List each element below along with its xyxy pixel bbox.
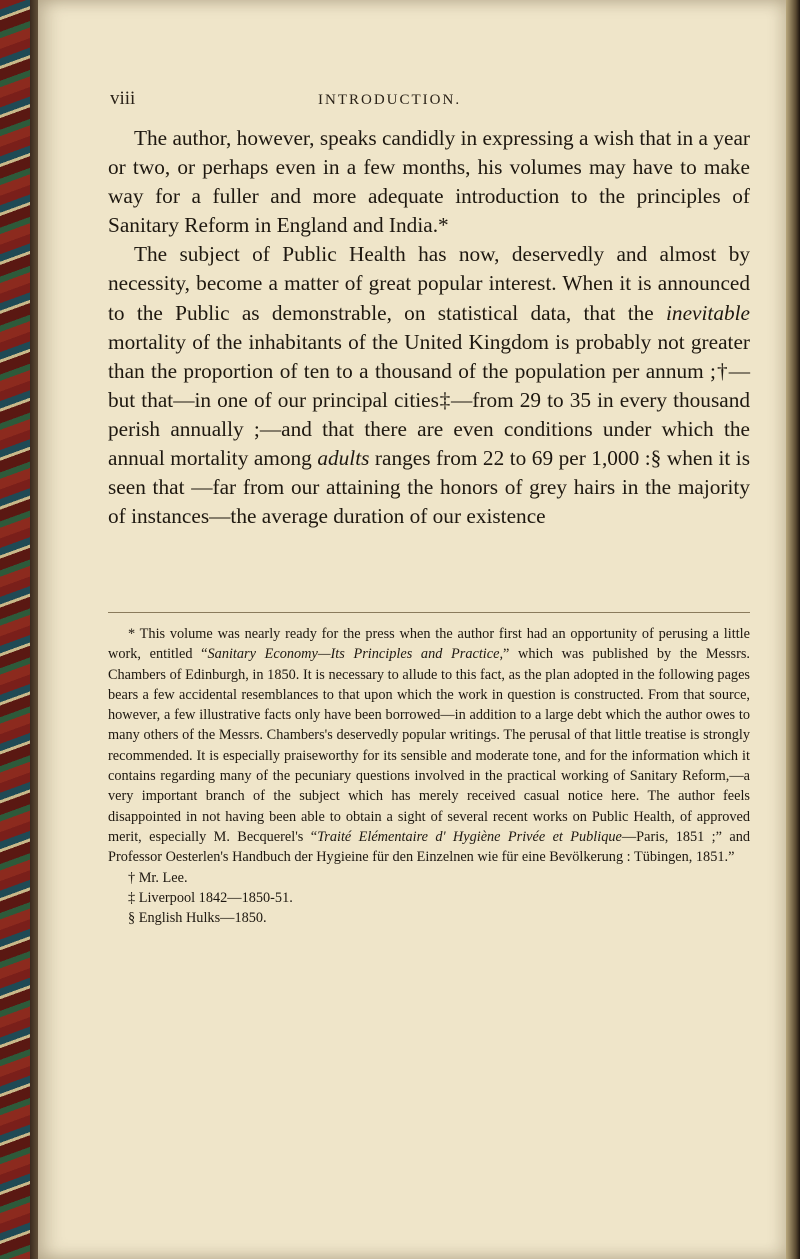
paragraph-1: The author, however, speaks candidly in expressing a wish that in a year or two, or perhaps even in a few months, his volumes may have to make way for a fuller and more adequate introduction to the principles of Sanitary Reform in England and India.* <box>108 126 750 238</box>
adults-italic: adults <box>317 446 370 471</box>
page-fore-edge <box>786 0 800 1259</box>
paragraph-2-part-a: The subject of Public Health has now, deservedly and almost by necessity, become a matter of great popular interest. When it is announced to the Public as demonstrable, on statistical data, that the <box>108 242 750 325</box>
main-text <box>108 124 750 531</box>
book-page <box>38 0 786 1259</box>
footnote-star <box>108 624 750 868</box>
page-number: viii <box>110 88 136 109</box>
footnote-star-part-a: * This volume was nearly ready for the press when the author first had an opportunity of perusing a little work, entitled “ <box>108 626 750 663</box>
inevitable-italic: inevitable <box>666 300 750 325</box>
footnote-star-title: Sanitary Economy—Its Principles and Practice, <box>207 646 504 663</box>
footnote-star-part-b: ” which was published by the Messrs. Chambers of Edinburgh, in 1850. It is necessary to allude to this fact, as the plan adopted in the following pages bears a few accidental resemblances to that upon which the work in question is constructed. From that source, however, a few illustrative facts only have been borrowed—in addition to a large debt which the author owes to many others of the Messrs. Chambers's deservedly popular writings. The perusal of that little treatise is strongly recommended. It is especially praiseworthy for its sensible and moderate tone, and for the information which it contains regarding many of the pecuniary questions involved in the practical working of Sanitary Reform,—a very important branch of the subject which has merely received casual notice here. The author feels disappointed in not having been able to obtain a sight of several recent works on Public Health, of approved merit, especially M. Becquerel's “ <box>108 646 750 845</box>
paragraph-2-part-c: ranges from 22 to 69 per 1,000 :§ when it is seen that —far from our attaining the honors of grey hairs in the majority of instances—the average duration of our existence <box>108 446 750 529</box>
paragraph-2-part-b: mortality of the inhabitants of the United Kingdom is probably not greater than the proportion of ten to a thousand of the population per annum ;†—but that—in one of our principal cities‡—from 29 to 35 in every thousand perish annually ;—and that there are even conditions under which the annual mortality among <box>108 329 750 471</box>
footnote-section: § English Hulks—1850. <box>128 910 267 927</box>
footnote-star-part-c: —Paris, 1851 ;” and Professor Oesterlen's Handbuch der Hygieine für den Einzelnen wie für eine Bevölkerung : Tübingen, 1851.” <box>108 828 750 866</box>
footnote-double-dagger: ‡ Liverpool 1842—1850-51. <box>128 889 293 906</box>
page-header <box>110 88 670 110</box>
running-title: INTRODUCTION. <box>318 92 462 108</box>
footnote-dagger: † Mr. Lee. <box>128 869 188 886</box>
footnote-star-french-title: Traité Elémentaire d' Hygiène Privée et Publique <box>317 828 622 845</box>
footnote-divider <box>108 612 750 613</box>
paragraph-2 <box>108 240 750 531</box>
footnotes <box>108 624 750 928</box>
